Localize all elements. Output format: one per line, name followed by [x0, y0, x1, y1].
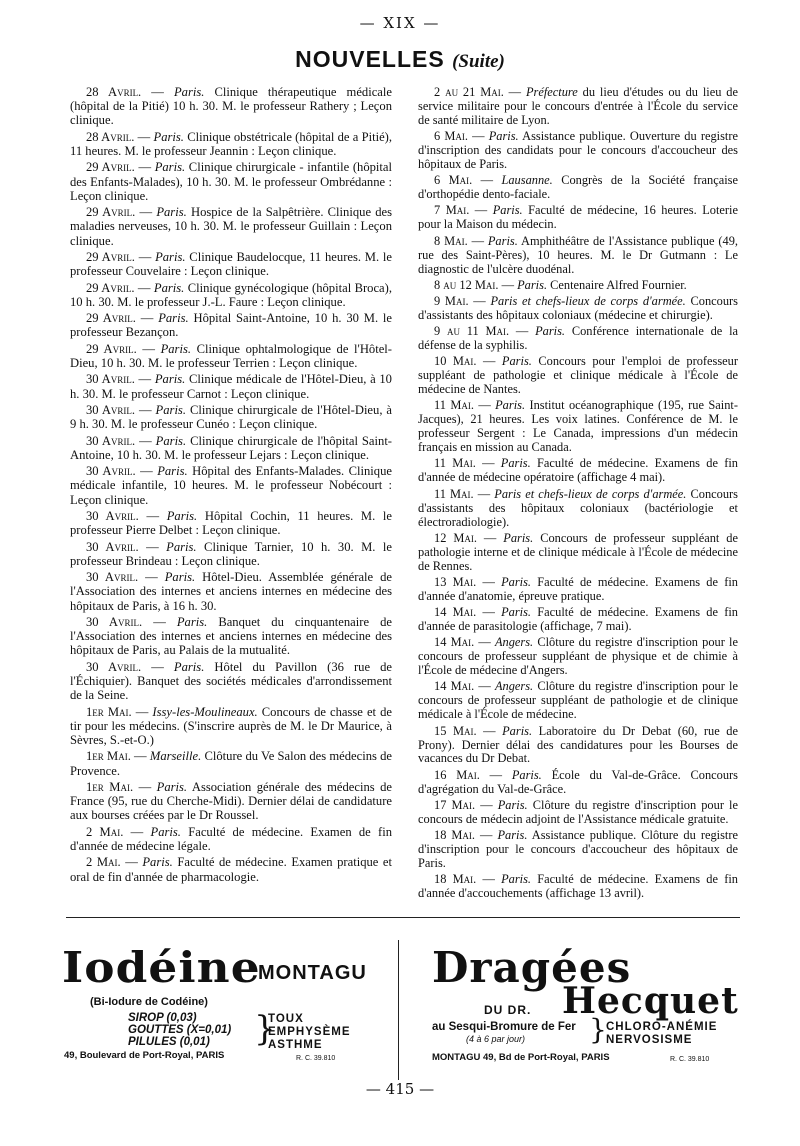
entry-separator: —	[467, 233, 488, 248]
entry-separator: —	[134, 160, 155, 175]
entry-date: 29 Avril.	[86, 249, 135, 264]
ad-iodeine-name: Iodéine	[62, 943, 261, 992]
entry-date: 9 au 11 Mai.	[434, 324, 510, 339]
ad-dragees-doctor: Hecquet	[562, 980, 739, 1022]
brace-glyph: }	[254, 1009, 276, 1049]
entry-text: Clinique gynécologique (hôpital Broca), 10 h. 30. M. le professeur J.-L. Faure : Leçon clinique.	[70, 280, 392, 309]
news-entry	[70, 160, 392, 203]
entry-place: Paris.	[503, 530, 534, 545]
ad-dragees-ref: R. C. 39.810	[670, 1056, 710, 1063]
news-entry	[70, 205, 392, 248]
entry-text: Clinique ophtalmologique de l'Hôtel-Dieu, 10 h. 30. M. le professeur Terrien : Leçon clinique.	[70, 341, 392, 370]
entry-date: 2 Mai.	[86, 855, 121, 870]
entry-date: 30 Avril.	[86, 372, 135, 387]
entry-text: Faculté de médecine. Examen de fin d'année de médecine légale.	[70, 824, 393, 853]
ad-dragees-indication: NERVOSISME	[606, 1034, 693, 1046]
entry-place: Paris.	[156, 779, 188, 794]
news-entry	[418, 85, 738, 127]
entry-text: Clinique thérapeutique médicale (hôpital de la Pitié) 10 h. 30. M. le professeur Rathery ; Leçon clinique.	[70, 85, 392, 128]
entry-separator: —	[468, 293, 491, 308]
entry-place: Paris.	[155, 249, 186, 264]
entry-text: Clinique chirurgicale de l'Hôtel-Dieu, à 9 h. 30. M. le professeur Cunéo : Leçon clinique.	[70, 402, 392, 432]
entry-text: Conférence internationale de la défense de la syphilis.	[418, 324, 739, 353]
entry-date: 1er Mai.	[86, 704, 132, 719]
entry-date: 28 Avril.	[86, 129, 135, 144]
entry-date: 6 Mai.	[434, 129, 468, 144]
entry-separator: —	[509, 324, 536, 339]
entry-separator: —	[131, 704, 153, 719]
entry-date: 8 Mai.	[434, 233, 468, 248]
entry-date: 6 Mai.	[434, 173, 473, 188]
entry-separator: —	[135, 464, 158, 479]
entry-date: 29 Avril.	[86, 160, 135, 175]
news-entry	[70, 855, 392, 883]
news-entry	[70, 342, 392, 370]
entry-text: Hôpital des Enfants-Malades. Clinique médicale infantile, 10 heures. M. le professeur Nobécourt : Leçon clinique.	[70, 464, 392, 507]
entry-text: Clôture du registre d'inscription pour le concours de médecin adjoint de l'Assistance médicale gratuite.	[418, 797, 738, 826]
news-entry	[418, 724, 738, 766]
news-entry	[418, 129, 738, 171]
entry-separator: —	[479, 767, 512, 782]
entry-separator: —	[135, 402, 156, 417]
entry-place: Paris.	[164, 570, 196, 585]
entry-date: 29 Avril.	[86, 311, 136, 326]
news-entry	[70, 130, 392, 158]
entry-place: Paris.	[166, 508, 198, 523]
entry-separator: —	[476, 723, 503, 738]
ad-iodeine-forms	[128, 1012, 231, 1048]
news-entry	[418, 575, 738, 603]
entry-place: Paris.	[173, 659, 205, 674]
page-number: — 415 —	[365, 1080, 435, 1098]
entry-separator: —	[136, 341, 161, 356]
entry-place: Paris.	[535, 324, 566, 339]
entry-place: Paris.	[501, 354, 532, 369]
entry-text: Faculté de médecine. Examens de fin d'année de médecine opératoire (affichage 4 mai).	[418, 456, 738, 485]
entry-place: Marseille.	[149, 749, 202, 764]
news-entry	[418, 324, 738, 352]
entry-separator: —	[134, 249, 156, 264]
entry-date: 16 Mai.	[434, 767, 480, 782]
entry-text: Hôpital Saint-Antoine, 10 h. 30 M. le professeur Bezançon.	[70, 311, 392, 340]
entry-text: Assistance publique. Ouverture du registre d'inscription des candidats pour le concours d'accoucheur des hôpitaux de Paris.	[418, 129, 738, 172]
entry-separator: —	[475, 797, 498, 812]
entry-place: Paris.	[501, 872, 532, 887]
entry-text: Institut océanographique (195, rue Saint-Jacques), 21 heures. Les voix latines. Conférence de M. le professeur Sergent : Le Canada, impressions d'un médecin français en mission au Canada.	[418, 398, 738, 455]
entry-date: 30 Avril.	[86, 570, 139, 585]
entry-date: 2 Mai.	[86, 824, 124, 839]
news-entry	[70, 85, 392, 128]
horizontal-divider	[66, 917, 740, 918]
entry-place: Paris.	[166, 539, 197, 554]
ad-iodeine-indication: ASTHME	[268, 1039, 323, 1051]
entry-separator: —	[141, 659, 174, 674]
entry-place: Paris.	[488, 129, 519, 144]
entry-date: 14 Mai.	[434, 635, 475, 650]
entry-place: Paris.	[160, 341, 192, 356]
left-column	[70, 85, 392, 886]
entry-date: 1er Mai.	[86, 779, 134, 794]
entry-separator: —	[123, 824, 151, 839]
entry-date: 13 Mai.	[434, 574, 477, 589]
entry-place: Angers.	[494, 635, 534, 650]
news-entry	[418, 398, 738, 454]
entry-date: 30 Avril.	[86, 433, 136, 448]
entry-text: Concours de chasse et de tir pour les médecins. (S'inscrire auprès de M. le Dr Maurice, à Sèvres, S.-et-O.)	[70, 704, 392, 747]
ad-iodeine-indication: EMPHYSÈME	[268, 1026, 351, 1038]
entry-place: Paris.	[155, 402, 186, 417]
entry-separator: —	[135, 311, 159, 326]
entry-text: Clôture du registre d'inscription pour le concours de professeur suppléant de physique et de chimie à l'École de médecine d'Angers.	[418, 635, 738, 678]
entry-place: Paris.	[497, 797, 528, 812]
entry-separator: —	[138, 570, 165, 585]
entry-date: 8 au 12 Mai.	[434, 277, 499, 292]
news-entry	[70, 434, 392, 462]
news-entry	[418, 605, 738, 633]
news-entry	[70, 372, 392, 400]
entry-separator: —	[476, 354, 502, 369]
entry-date: 30 Avril.	[86, 614, 143, 629]
entry-place: Paris.	[158, 311, 189, 326]
news-entry	[418, 828, 738, 870]
entry-separator: —	[141, 85, 174, 99]
title-suffix: (Suite)	[452, 51, 505, 72]
news-entry	[418, 487, 738, 529]
news-entry	[418, 203, 738, 231]
ad-dragees-du-dr: DU DR.	[484, 1003, 532, 1017]
title-text: NOUVELLES	[295, 46, 445, 72]
entry-date: 7 Mai.	[434, 203, 470, 218]
entry-text: Banquet du cinquantenaire de l'Association des internes et anciens internes en médecine des hôpitaux de Paris, au Palais de la mutualité.	[70, 614, 392, 658]
entry-place: Paris.	[154, 160, 186, 175]
entry-place: Paris.	[501, 574, 532, 589]
entry-separator: —	[474, 679, 495, 694]
ad-iodeine-indications	[268, 1013, 351, 1052]
entry-date: 18 Mai.	[434, 872, 477, 887]
news-entry	[70, 250, 392, 278]
entry-text: Clinique médicale de l'Hôtel-Dieu, à 10 h. 30. M. le professeur Carnot : Leçon clinique.	[70, 372, 392, 401]
ad-dragees-name: Dragées	[432, 943, 632, 992]
entry-place: Paris.	[501, 605, 532, 620]
news-entry	[418, 872, 738, 900]
entry-date: 15 Mai.	[434, 723, 477, 738]
entry-date: 30 Avril.	[86, 539, 139, 554]
entry-text: École du Val-de-Grâce. Concours d'agrégation du Val-de-Grâce.	[418, 767, 738, 796]
news-entry	[70, 825, 392, 853]
news-entry	[70, 615, 392, 658]
news-entry	[70, 464, 392, 507]
entry-separator: —	[134, 129, 154, 144]
entry-place: Paris.	[492, 203, 523, 218]
entry-date: 29 Avril.	[86, 341, 137, 356]
entry-text: Concours d'assistants des hôpitaux coloniaux (médecine et chirurgie).	[418, 293, 738, 322]
news-entry	[418, 456, 738, 484]
entry-place: Paris.	[176, 614, 208, 629]
entry-text: Clôture du registre d'inscription pour le concours de professeur suppléant de pathologie et de clinique médicale à l'École de médecine.	[418, 679, 738, 722]
entry-place: Paris.	[154, 372, 186, 387]
ad-iodeine-address: 49, Boulevard de Port-Royal, PARIS	[64, 1050, 225, 1061]
ad-iodeine-ref: R. C. 39.810	[296, 1055, 336, 1062]
roman-page-number: — XIX —	[359, 14, 441, 32]
entry-date: 30 Avril.	[86, 464, 136, 479]
entry-text: Clinique Tarnier, 10 h. 30. M. le professeur Brindeau : Leçon clinique.	[70, 539, 392, 568]
entry-text: Association générale des médecins de France (95, rue du Cherche-Midi). Dernier délai de candidature aux bourses créées par le Dr Roussel.	[70, 779, 393, 823]
entry-date: 11 Mai.	[434, 456, 476, 471]
entry-place: Paris.	[157, 464, 188, 479]
news-entry	[418, 531, 738, 573]
entry-separator: —	[475, 456, 501, 471]
entry-place: Angers.	[494, 679, 534, 694]
news-entry	[70, 311, 392, 339]
entry-place: Paris.	[500, 456, 531, 471]
news-entry	[418, 768, 738, 796]
entry-separator: —	[476, 574, 502, 589]
ad-dragees-indication: CHLORO-ANÉMIE	[606, 1021, 718, 1033]
entry-date: 18 Mai.	[434, 827, 476, 842]
entry-text: Amphithéâtre de l'Assistance publique (49, rue des Saint-Pères), 10 heures. M. le Dr Gutmann : Le diagnostic de l'ulcère duodénal.	[418, 233, 739, 276]
entry-separator: —	[472, 173, 502, 188]
news-entry	[418, 679, 738, 721]
ad-dragees-composition: au Sesqui-Bromure de Fer	[432, 1021, 576, 1033]
entry-date: 29 Avril.	[86, 280, 135, 295]
ad-iodeine-form: SIROP (0,03)	[128, 1012, 197, 1024]
news-entry	[70, 570, 392, 613]
news-entry	[418, 294, 738, 322]
entry-separator: —	[120, 855, 143, 870]
entry-place: Paris.	[487, 233, 518, 248]
entry-place: Paris.	[511, 767, 542, 782]
news-entry	[418, 798, 738, 826]
entry-text: Assistance publique. Clôture du registre d'inscription pour le concours d'accoucheur des hôpitaux de Paris.	[418, 827, 738, 870]
entry-text: Hôpital Cochin, 11 heures. M. le professeur Pierre Delbet : Leçon clinique.	[70, 508, 393, 538]
entry-text: Clôture du Ve Salon des médecins de Provence.	[70, 749, 392, 778]
ad-dragees-address: MONTAGU 49, Bd de Port-Royal, PARIS	[432, 1052, 610, 1063]
news-entry	[70, 281, 392, 309]
ad-dragees-indications	[606, 1021, 717, 1047]
entry-separator: —	[135, 205, 157, 220]
ad-iodeine-form: GOUTTES (X=0,01)	[128, 1024, 232, 1036]
entry-text: Hôtel-Dieu. Assemblée générale de l'Association des internes et anciens internes en médecine des hôpitaux de Paris, à 16 h. 30.	[70, 570, 393, 613]
entry-date: 9 Mai.	[434, 293, 469, 308]
entry-text: Faculté de médecine. Examens de fin d'année de parasitologie (affichage, 7 mai).	[418, 605, 738, 634]
entry-text: Concours pour l'emploi de professeur suppléant de pathologie et clinique médicale à l'École de médecine de Nantes.	[418, 354, 738, 397]
news-entry	[70, 705, 392, 748]
news-entry	[418, 635, 738, 677]
right-column	[418, 85, 738, 902]
entry-date: 30 Avril.	[86, 508, 139, 523]
entry-text: Laboratoire du Dr Debat (60, rue de Prony). Dernier délai des candidatures pour les Bourses de vacances du Dr Debat.	[418, 723, 739, 766]
entry-text: Clinique chirurgicale de l'hôpital Saint-Antoine, 10 h. 30. M. le professeur Lejars : Leçon clinique.	[70, 433, 393, 462]
entry-date: 29 Avril.	[86, 205, 136, 220]
entry-separator: —	[476, 605, 502, 620]
ad-iodeine-form: PILULES (0,01)	[128, 1036, 210, 1048]
entry-separator: —	[138, 508, 167, 523]
entry-place: Paris.	[497, 827, 528, 842]
ad-iodeine-brand: MONTAGU	[258, 962, 367, 984]
entry-place: Paris.	[153, 280, 185, 295]
entry-date: 11 Mai.	[434, 486, 474, 501]
entry-text: Faculté de médecine. Examen pratique et oral de fin d'année de pharmacologie.	[70, 855, 392, 884]
news-entry	[70, 403, 392, 431]
entry-date: 12 Mai.	[434, 530, 477, 545]
entry-place: Paris et chefs-lieux de corps d'armée.	[494, 486, 687, 501]
ad-dragees-dosage: (4 à 6 par jour)	[466, 1034, 526, 1044]
entry-text: Concours d'assistants des hôpitaux coloniaux (bactériologie et électroradiologie).	[418, 486, 738, 529]
entry-text: Clinique obstétricale (hôpital de a Pitié), 11 heures. M. le professeur Jeannin : Leçon clinique.	[70, 129, 393, 158]
entry-separator: —	[133, 779, 157, 794]
entry-date: 17 Mai.	[434, 797, 476, 812]
entry-date: 11 Mai.	[434, 398, 474, 413]
news-entry	[70, 540, 392, 568]
entry-date: 2 au 21 Mai.	[434, 85, 504, 99]
entry-separator: —	[503, 85, 526, 99]
news-entry	[70, 660, 392, 703]
news-entry	[418, 234, 738, 276]
news-entry	[70, 749, 392, 777]
entry-separator: —	[476, 872, 502, 887]
ad-iodeine-indication: TOUX	[268, 1013, 304, 1025]
entry-place: Lausanne.	[501, 173, 553, 188]
entry-place: Paris et chefs-lieux de corps d'armée.	[490, 293, 686, 308]
vertical-divider	[398, 940, 399, 1080]
entry-text: Centenaire Alfred Fournier.	[550, 277, 687, 292]
news-entry	[70, 780, 392, 823]
entry-place: Paris.	[495, 398, 526, 413]
entry-separator: —	[467, 129, 489, 144]
entry-place: Paris.	[142, 855, 173, 870]
entry-text: Faculté de médecine, 16 heures. Loterie pour la Maison du médecin.	[418, 203, 738, 232]
entry-place: Paris.	[156, 205, 187, 220]
entry-text: Congrès de la Société française d'orthopédie dento-faciale.	[418, 173, 738, 202]
entry-text: Clinique Baudelocque, 11 heures. M. le professeur Couvelaire : Leçon clinique.	[70, 249, 393, 279]
ad-iodeine-subtitle: (Bi-Iodure de Codéine)	[90, 996, 208, 1008]
entry-separator: —	[138, 539, 167, 554]
entry-text: Faculté de médecine. Examens de fin d'année d'accouchements (affichage 13 avril).	[418, 872, 738, 901]
entry-separator: —	[473, 398, 496, 413]
news-entry	[70, 509, 392, 537]
entry-date: 10 Mai.	[434, 354, 477, 369]
entry-separator: —	[475, 827, 498, 842]
entry-place: Paris.	[502, 723, 533, 738]
entry-separator: —	[135, 433, 156, 448]
brace-glyph: }	[589, 1013, 607, 1046]
entry-separator: —	[134, 372, 155, 387]
entry-text: Hôtel du Pavillon (36 rue de l'Échiquier). Banquet des sociétés médicales d'arrondissement de la Seine.	[70, 659, 392, 703]
entry-date: 28 Avril.	[86, 85, 142, 99]
entry-date: 14 Mai.	[434, 679, 475, 694]
entry-date: 30 Avril.	[86, 402, 136, 417]
entry-text: Concours de professeur suppléant de pathologie interne et de clinique médicale à l'École de médecine de Rennes.	[418, 530, 739, 573]
entry-text: Clinique chirurgicale - infantile (hôpital des Enfants-Malades), 10 h. 30. M. le professeur Ombrédanne : Leçon clinique.	[70, 160, 392, 203]
entry-date: 30 Avril.	[86, 659, 142, 674]
page-title	[0, 46, 800, 73]
entry-separator: —	[130, 749, 150, 764]
entry-place: Paris.	[155, 433, 187, 448]
entry-separator: —	[476, 530, 504, 545]
news-entry	[418, 354, 738, 396]
entry-date: 1er Mai.	[86, 749, 131, 764]
entry-separator: —	[134, 280, 154, 295]
entry-separator: —	[473, 486, 495, 501]
entry-separator: —	[498, 277, 518, 292]
entry-text: du lieu d'études ou du lieu de service militaire pour le concours d'entrée à l'École du service de santé militaire de Lyon.	[418, 85, 738, 127]
entry-place: Issy-les-Moulineaux.	[152, 704, 258, 719]
entry-place: Préfecture	[525, 85, 578, 99]
news-entry	[418, 278, 738, 292]
entry-separator: —	[474, 635, 495, 650]
entry-date: 14 Mai.	[434, 605, 477, 620]
entry-text: Faculté de médecine. Examens de fin d'année d'anatomie, épreuve pratique.	[418, 574, 738, 603]
entry-separator: —	[142, 614, 177, 629]
entry-text: Hospice de la Salpêtrière. Clinique des maladies nerveuses, 10 h. 30. M. le professeur Guillain : Leçon clinique.	[70, 205, 393, 248]
entry-separator: —	[469, 203, 493, 218]
entry-place: Paris.	[150, 824, 181, 839]
entry-place: Paris.	[173, 85, 205, 99]
entry-place: Paris.	[517, 277, 548, 292]
entry-place: Paris.	[153, 129, 184, 144]
news-entry	[418, 173, 738, 201]
